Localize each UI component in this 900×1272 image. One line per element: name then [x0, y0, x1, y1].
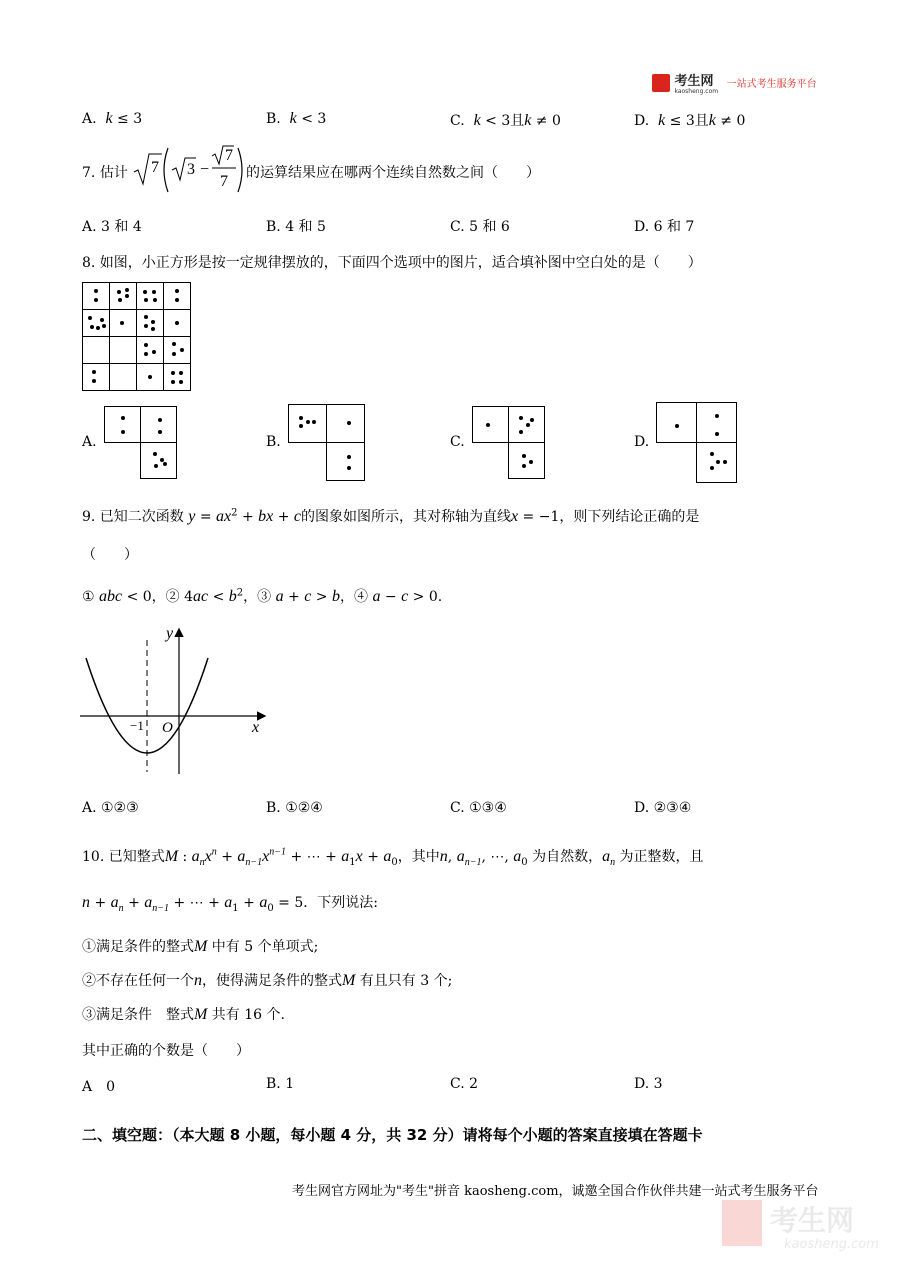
q9-option-b: B. ①②④	[266, 800, 323, 816]
q6-option-a-label: A.	[82, 111, 97, 127]
watermark-logo	[722, 1196, 892, 1252]
svg-text:−: −	[200, 161, 210, 178]
q7-options	[0, 216, 900, 240]
q7-text: 的运算结果应在哪两个连续自然数之间（ ）	[246, 165, 540, 181]
header-logo	[652, 70, 817, 95]
q9-parabola-graph	[78, 622, 274, 778]
q8-option-d-figure	[656, 402, 740, 484]
brand-url: kaosheng.com	[674, 88, 719, 95]
origin-label: O	[162, 720, 173, 736]
svg-text:7: 7	[151, 159, 159, 176]
q7-option-b: B. 4 和 5	[266, 219, 326, 235]
q8-option-b-label: B.	[266, 434, 281, 450]
q8-option-c-label: C.	[450, 434, 465, 450]
q9-text: 9. 已知二次函数 $y = ax^2$ + bx + c的图象如图所示，其对称轴为直线x = −1，则下列结论正确的是	[82, 507, 700, 525]
q8-option-d-label: D.	[634, 434, 650, 450]
q9-conclusions: ① abc < 0，② $4ac < b^2$，③ a + c > b，④ a − c > 0.	[82, 587, 443, 605]
q9-options	[0, 800, 900, 824]
q8-option-a-figure	[104, 406, 180, 480]
q6-option-d-label: D.	[634, 113, 650, 129]
svg-text:7: 7	[225, 147, 233, 164]
footer-text: 考生网官方网址为"考生"拼音 kaosheng.com，诚邀全国合作伙伴共建一站式考生服务平台	[292, 1184, 819, 1199]
q10-option-b: B. 1	[266, 1076, 295, 1092]
brand-tagline: 一站式考生服务平台	[726, 79, 817, 90]
q7-expression	[132, 142, 244, 196]
q9-option-d: D. ②③④	[634, 800, 692, 816]
brand-logo-icon	[652, 74, 670, 92]
q6-options: A. k ≤ 3 B. k < 3 C. k < 3且k ≠ 0 D. k ≤ 3且k ≠ 0	[82, 110, 746, 129]
q8-text: 8. 如图，小正方形是按一定规律摆放的，下面四个选项中的图片，适合填补图中空白处的是（ ）	[82, 255, 702, 271]
q7-option-d: D. 6 和 7	[634, 219, 695, 235]
q8-option-a-label: A.	[82, 434, 97, 450]
q8-option-b-figure	[288, 404, 368, 482]
section-2-heading: 二、填空题：（本大题 8 小题，每小题 4 分，共 32 分）请将每个小题的答案直接填在答题卡	[82, 1126, 703, 1144]
q9-option-c: C. ①③④	[450, 800, 507, 816]
x-axis-label: x	[252, 719, 260, 736]
q7-number-lead: 7. 估计	[82, 165, 128, 181]
q6-option-b-label: B.	[266, 111, 281, 127]
q10-ask: 其中正确的个数是（ ）	[82, 1043, 250, 1059]
y-axis-label: y	[166, 625, 174, 642]
q10-text-line1: 10. 已知整式M : $a_nx^n + a_{n-1}x^{n-1}$ + ⋯ + $a_1x + a_0$，其中n, $a_{n-1}$, ⋯, $a_0$ 为自然数，$a_n$ 为正整数，且	[82, 846, 704, 869]
brand-name: 考生网 kaosheng.com	[674, 74, 719, 95]
q10-option-d: D. 3	[634, 1076, 663, 1092]
q10-statement-1: ①满足条件的整式M 中有 5 个单项式;	[82, 938, 319, 955]
q7-option-c: C. 5 和 6	[450, 219, 510, 235]
q10-option-a: A 0	[82, 1079, 116, 1095]
q10-text-line2: $n + a_n + a_{n-1}$ + ⋯ + $a_1 + a_0 = 5$．下列说法:	[82, 894, 378, 914]
q6-option-c-label: C.	[450, 113, 465, 129]
q10-statement-2: ②不存在任何一个n，使得满足条件的整式M 有且只有 3 个;	[82, 972, 453, 989]
q8-option-c-figure	[472, 406, 548, 480]
q10-options	[0, 1076, 900, 1100]
q10-option-c: C. 2	[450, 1076, 479, 1092]
q7-option-a: A. 3 和 4	[82, 219, 142, 235]
tick-minus-one: −1	[130, 718, 144, 733]
q6-qie-c: 且	[510, 113, 525, 129]
q8-grid	[82, 282, 194, 394]
q9-option-a: A. ①②③	[82, 800, 139, 816]
svg-text:3: 3	[187, 161, 195, 178]
q9-paren: （ ）	[82, 547, 138, 563]
svg-text:7: 7	[220, 173, 228, 190]
q6-qie-d: 且	[694, 113, 709, 129]
watermark-url: kaosheng.com	[784, 1237, 879, 1252]
q10-statement-3: ③满足条件 整式M 共有 16 个.	[82, 1006, 285, 1023]
watermark-brand: 考生网	[770, 1204, 855, 1237]
